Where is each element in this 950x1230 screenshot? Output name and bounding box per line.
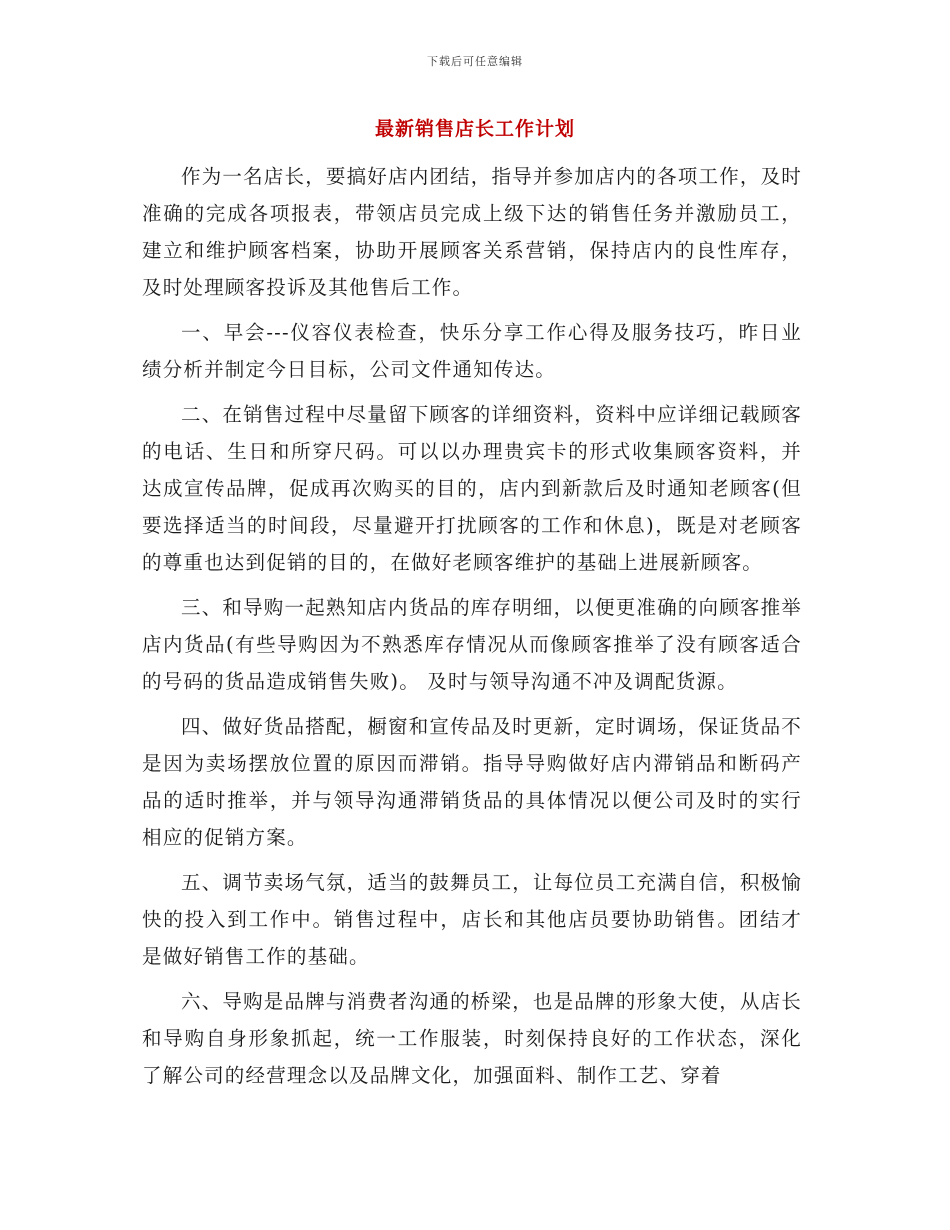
paragraph-3: 三、和导购一起熟知店内货品的库存明细，以便更准确的向顾客推举店内货品(有些导购因为不熟悉库存情况从而像顾客推举了没有顾客适合的号码的货品造成销售失败)。 及时与领导沟通不冲及调配货源。 [142,596,803,693]
paragraph-5: 五、调节卖场气氛，适当的鼓舞员工，让每位员工充满自信，积极愉快的投入到工作中。销售过程中，店长和其他店员要协助销售。团结才是做好销售工作的基础。 [142,871,803,968]
paragraph-1: 一、早会---仪容仪表检查，快乐分享工作心得及服务技巧，昨日业绩分析并制定今日目标，公司文件通知传达。 [142,321,802,381]
document-title: 最新销售店长工作计划 [374,118,575,140]
paragraph-2: 二、在销售过程中尽量留下顾客的详细资料，资料中应详细记载顾客的电话、生日和所穿尺码。可以以办理贵宾卡的形式收集顾客资料，并达成宣传品牌，促成再次购买的目的，店内到新款后及时通知老顾客(但要选择适当的时间段，尽量避开打扰顾客的工作和休息)，既是对老顾客的尊重也达到促销的目的，在做好老顾客维护的基础上进展新顾客。 [142,403,803,574]
document-body [142,158,802,1102]
paragraph-4: 四、做好货品搭配，橱窗和宣传品及时更新，定时调场，保证货品不是因为卖场摆放位置的原因而滞销。指导导购做好店内滞销品和断码产品的适时推举，并与领导沟通滞销货品的具体情况以便公司及时的实行相应的促销方案。 [142,715,803,849]
paragraph-intro: 作为一名店长，要搞好店内团结，指导并参加店内的各项工作，及时准确的完成各项报表，带领店员完成上级下达的销售任务并激励员工，建立和维护顾客档案，协助开展顾客关系营销，保持店内的良性库存，及时处理顾客投诉及其他售后工作。 [142,165,803,299]
paragraph-6: 六、导购是品牌与消费者沟通的桥梁，也是品牌的形象大使，从店长和导购自身形象抓起，统一工作服装，时刻保持良好的工作状态，深化了解公司的经营理念以及品牌文化，加强面料、制作工艺、穿着 [142,990,803,1087]
header-note: 下载后可任意编辑 [427,55,523,68]
